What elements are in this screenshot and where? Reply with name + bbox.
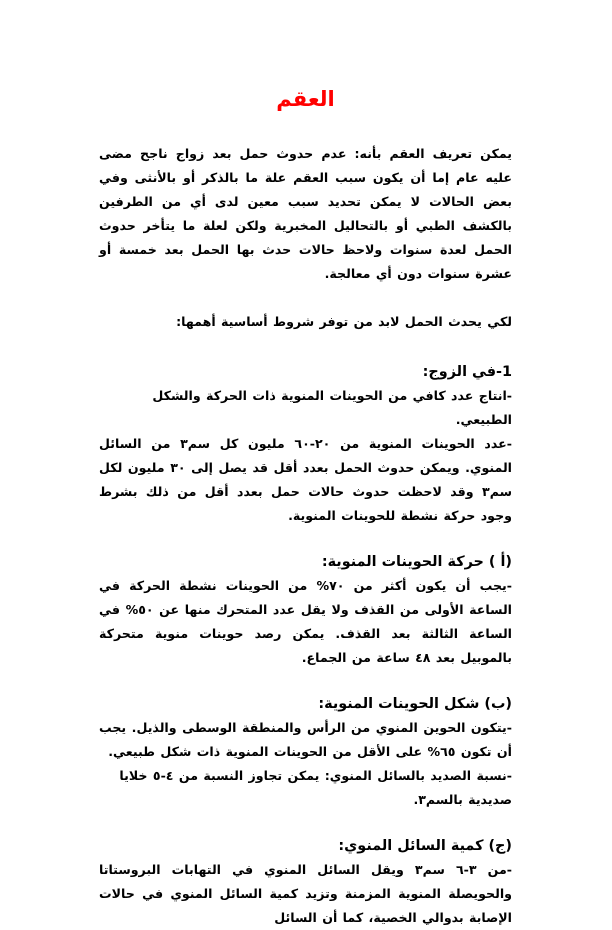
section-husband-body-1: -انتاج عدد كافي من الحوينات المنوية ذات الحركة والشكل الطبيعي. [152, 388, 512, 428]
section-heading-sperm-motility: (أ ) حركة الحوينات المنوية: [321, 554, 512, 571]
section-heading-husband: 1-في الزوج: [422, 364, 512, 381]
page-title: العقم [276, 87, 335, 111]
section-sperm-motility-body-1: -يجب أن يكون أكثر من ٧٠% من الحوينات نشطة الحركة في الساعة الأولى من القذف ولا يقل عدد المتحرك منها عن ٥٠% في الساعة الثالثة بعد القذف. يمكن رصد حوينات منوية متحركة بالموبيل بعد ٤٨ ساعة من الجماع. [99, 578, 512, 666]
intro-paragraph-1: يمكن تعريف العقم بأنه: عدم حدوث حمل بعد زواج ناجح مضى عليه عام إما أن يكون سبب العقم علة ما بالذكر أو بالأنثى وفي بعض الحالات لا يمكن تحديد سبب معين لدى أي من الطرفين بالكشف الطبي أو بالتحاليل المخبرية ولكن لعلة ما يتأخر حدوث الحمل لعدة سنوات ولاحظ حالات حدث بها الحمل بعد خمسة أو عشرة سنوات دون أي معالجة. [99, 146, 512, 282]
spacer [99, 334, 512, 360]
section-heading-sperm-morphology: (ب) شكل الحوينات المنوية: [318, 696, 512, 713]
section-heading-semen-volume: (ج) كمية السائل المنوي: [338, 838, 512, 855]
spacer [99, 670, 512, 692]
intro-paragraph-2: لكي يحدث الحمل لابد من توفر شروط أساسية أهمها: [176, 314, 512, 330]
spacer [99, 528, 512, 550]
section-husband-body-2: -عدد الحوينات المنوية من ٢٠-٦٠ مليون كل سم٣ من السائل المنوي. ويمكن حدوث الحمل بعدد أقل قد يصل إلى ٣٠ مليون لكل سم٣ وقد لاحظت حدوث حالات حمل بعدد أقل من ذلك بشرط وجود حركة نشطة للحوينات المنوية. [99, 436, 512, 524]
section-semen-volume-body-1: -من ٣-٦ سم٣ ويقل السائل المنوي في التهابات البروستاتا والحويصلة المنوية المزمنة وتزيد كمية السائل المنوي في حالات الإصابة بدوالي الخصية، كما أن السائل [99, 862, 513, 926]
spacer [99, 286, 512, 310]
spacer [99, 812, 512, 834]
document-content [99, 86, 512, 930]
section-sperm-morphology-body-2: -نسبة الصديد بالسائل المنوي: يمكن تجاوز النسبة من ٤-٥ خلايا صديدية بالسم٣. [119, 768, 512, 808]
section-sperm-morphology-body-1: -يتكون الحوين المنوي من الرأس والمنطقة الوسطى والذيل. يجب أن تكون ٦٥% على الأقل من الحوينات المنوية ذات شكل طبيعي. [99, 720, 512, 760]
